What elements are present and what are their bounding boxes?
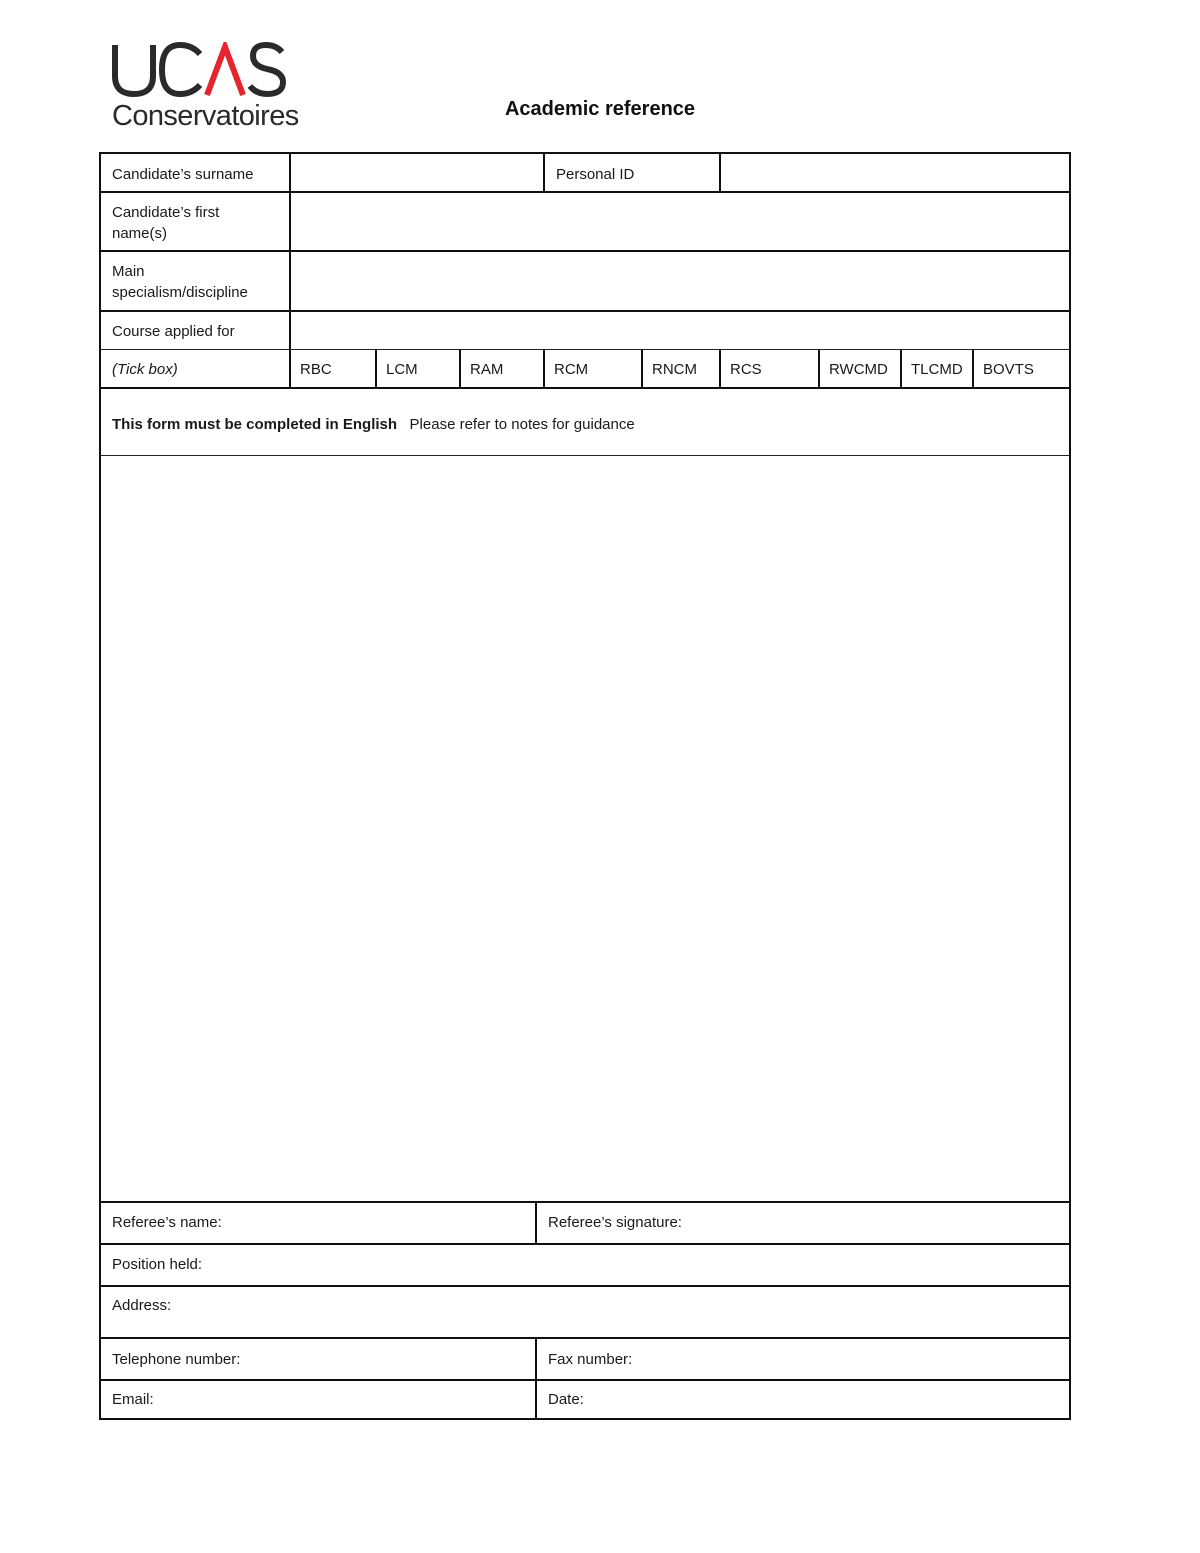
row4-bottom-border: [101, 349, 1069, 350]
position-held-label[interactable]: Position held:: [112, 1256, 203, 1273]
tick-box-tlcmd[interactable]: TLCMD: [911, 361, 963, 378]
document-title: Academic reference: [504, 98, 696, 120]
specialism-label-line1: Main: [112, 263, 145, 280]
instructions-bold: This form must be completed in English: [112, 416, 398, 433]
tick-box-rcm[interactable]: RCM: [554, 361, 589, 378]
referee-row2-bottom: [101, 1285, 1069, 1287]
tick-box-rcs[interactable]: RCS: [730, 361, 762, 378]
ucas-conservatoires-logo: [112, 42, 312, 134]
logo-subtitle: Conservatoires: [112, 100, 299, 132]
fax-label[interactable]: Fax number:: [548, 1351, 633, 1368]
surname-field[interactable]: [291, 154, 545, 192]
instructions: [101, 414, 1071, 435]
first-name-label: [101, 202, 291, 244]
tick-box-rbc[interactable]: RBC: [300, 361, 332, 378]
tick-box-lcm[interactable]: LCM: [386, 361, 418, 378]
tick-box-divider: [719, 349, 721, 387]
tick-box-ram[interactable]: RAM: [470, 361, 504, 378]
referee-row1-bottom: [101, 1243, 1069, 1245]
specialism-label-line2: specialism/discipline: [112, 284, 248, 301]
tick-box-bovts[interactable]: BOVTS: [983, 361, 1034, 378]
first-name-field[interactable]: [291, 193, 1071, 250]
course-label: Course applied for: [112, 323, 235, 340]
referee-signature-label[interactable]: Referee’s signature:: [548, 1214, 682, 1231]
personal-id-field[interactable]: [721, 154, 1071, 192]
body-bottom-border: [101, 1201, 1069, 1203]
first-name-label-line1: Candidate’s first: [112, 204, 220, 221]
tick-box-rwcmd[interactable]: RWCMD: [829, 361, 888, 378]
ucas-wordmark: [112, 42, 288, 98]
tick-box-divider: [641, 349, 643, 387]
row6-bottom-border: [101, 455, 1069, 456]
tick-box-rncm[interactable]: RNCM: [652, 361, 697, 378]
tick-box-divider: [459, 349, 461, 387]
address-label[interactable]: Address:: [112, 1297, 172, 1314]
row1-divider-a: [543, 154, 545, 192]
row5-bottom-border: [101, 387, 1069, 389]
row1-divider-b: [719, 154, 721, 192]
instructions-guidance: Please refer to notes for guidance: [409, 416, 635, 433]
reference-form: [99, 152, 1071, 1420]
personal-id-label: Personal ID: [556, 166, 635, 183]
date-label[interactable]: Date:: [548, 1391, 584, 1408]
specialism-label: [101, 261, 291, 303]
tick-box-divider: [900, 349, 902, 387]
first-name-label-line2: name(s): [112, 225, 168, 242]
telephone-label[interactable]: Telephone number:: [112, 1351, 241, 1368]
surname-label: Candidate’s surname: [112, 166, 254, 183]
tick-box-label: (Tick box): [112, 361, 178, 378]
referee-name-label[interactable]: Referee’s name:: [112, 1214, 222, 1231]
specialism-field[interactable]: [291, 252, 1071, 310]
reference-text-area[interactable]: [101, 457, 1071, 1201]
tick-box-divider: [818, 349, 820, 387]
course-field[interactable]: [291, 312, 1071, 348]
email-label[interactable]: Email:: [112, 1391, 154, 1408]
tick-box-divider: [972, 349, 974, 387]
referee-row4-bottom: [101, 1379, 1069, 1381]
referee-row3-bottom: [101, 1337, 1069, 1339]
tick-box-divider: [375, 349, 377, 387]
tick-box-divider: [543, 349, 545, 387]
